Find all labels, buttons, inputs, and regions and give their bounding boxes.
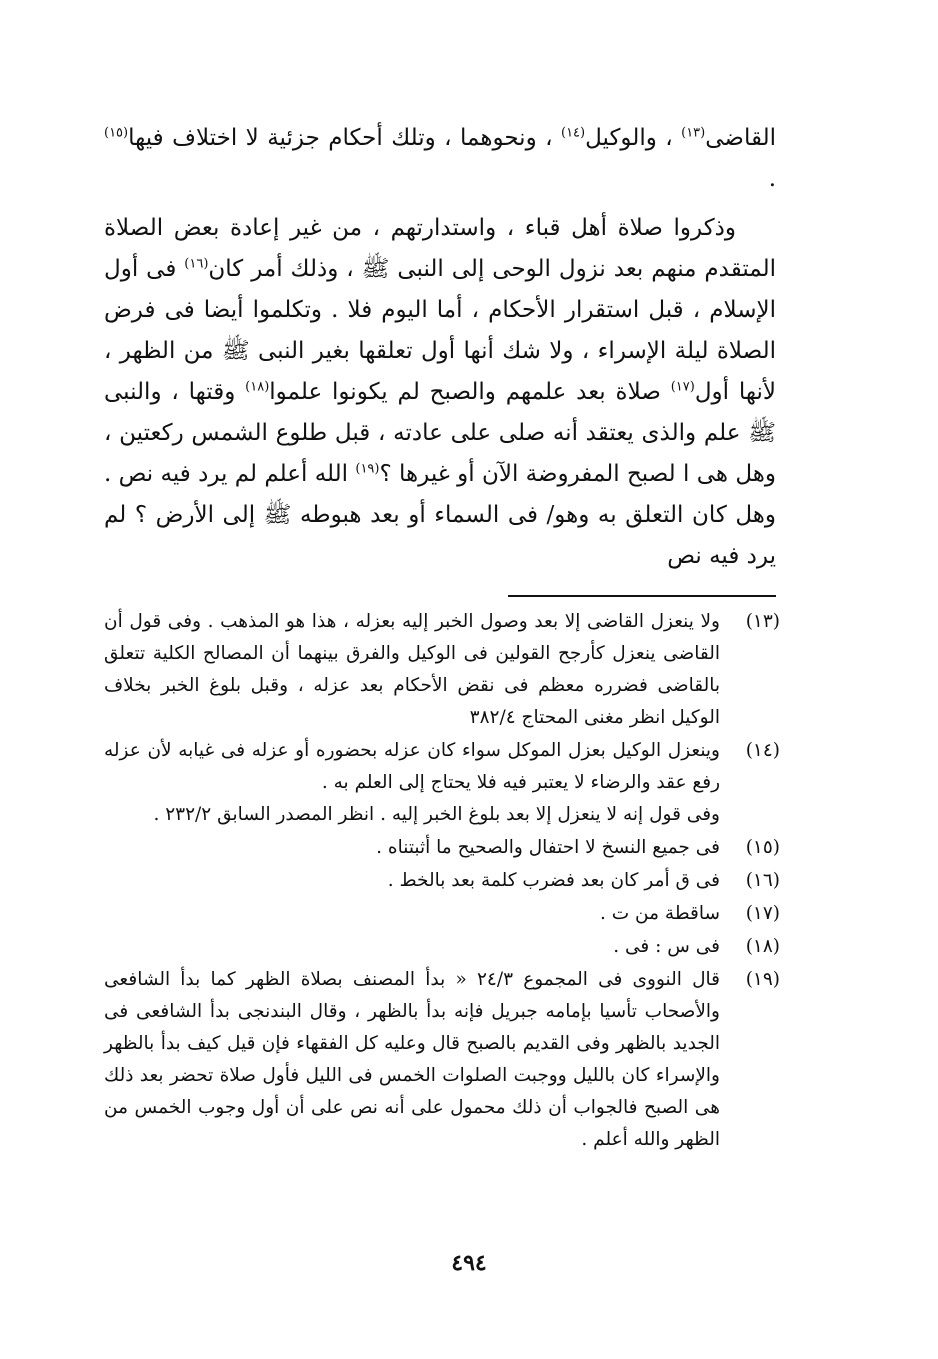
paragraph-1 bbox=[104, 118, 776, 200]
footnote-ref-15[interactable]: (١٥) bbox=[104, 125, 129, 141]
footnote-text-continued: وفى قول إنه لا ينعزل إلا بعد بلوغ الخبر إليه . انظر المصدر السابق ٢٣٢/٢ . bbox=[153, 804, 720, 825]
footnote-16 bbox=[104, 865, 780, 897]
text-run: ، والوكيل bbox=[585, 125, 682, 151]
text-run: ، ونحوهما ، وتلك أحكام جزئية لا اختلاف فيها bbox=[128, 125, 561, 151]
footnote-number: (١٦) bbox=[745, 870, 780, 891]
footnote-number: (١٣) bbox=[745, 611, 780, 632]
footnote-17 bbox=[104, 898, 780, 930]
footnote-15 bbox=[104, 832, 780, 864]
text-run: وقتها ، والنبى ﷺ علم والذى يعتقد أنه صلى على عادته ، قبل طلوع الشمس ركعتين ، وهل هى ا لصبح المفروضة الآن أو غيرها ؟ bbox=[104, 379, 776, 487]
footnote-text: فى جميع النسخ لا احتفال والصحيح ما أثبتناه . bbox=[376, 837, 720, 858]
text-run: القاضى bbox=[705, 125, 776, 151]
footnote-ref-17[interactable]: (١٧) bbox=[670, 379, 695, 395]
footnote-number: (١٥) bbox=[745, 837, 780, 858]
footnote-separator bbox=[508, 595, 776, 597]
footnote-number: (١٤) bbox=[745, 740, 780, 761]
paragraph-2 bbox=[104, 208, 776, 577]
footnote-text: فى ق أمر كان بعد فضرب كلمة بعد بالخط . bbox=[387, 870, 720, 891]
footnote-text: ولا ينعزل القاضى إلا بعد وصول الخبر إليه بعزله ، هذا هو المذهب . وفى قول أن القاضى ينعزل كأرجح القولين فى الوكيل والفرق بينهما أن المصالح الكلية تتعلق بالقاضى فضرره معظم فى نقض الأحكام بعد عزله ، وقبل بلوغ الخبر بخلاف الوكيل انظر مغنى المحتاج ٣٨٢/٤ bbox=[104, 611, 720, 728]
text-run: صلاة بعد علمهم والصبح لم يكونوا علموا bbox=[269, 379, 671, 405]
footnote-text: فى س : فى . bbox=[613, 936, 720, 957]
text-run: فى أول الإسلام ، قبل استقرار الأحكام ، أما اليوم فلا . وتكلموا أيضا فى فرض الصلاة ليلة الإسراء ، ولا شك أنها أول تعلقها بغير النبى ﷺ من الظهر ، لأنها أول bbox=[104, 256, 776, 405]
text-run: الله أعلم لم يرد فيه نص . وهل كان التعلق به وهو/ فى السماء أو بعد هبوطه ﷺ إلى الأرض ؟ لم يرد فيه نص bbox=[104, 461, 776, 569]
footnote-text: قال النووى فى المجموع ٢٤/٣ « بدأ المصنف بصلاة الظهر كما بدأ الشافعى والأصحاب تأسيا بإمامه جبريل فإنه بدأ بالظهر ، وقال البندنجى بدأ الشافعى فى الجديد بالظهر وفى القديم بالصبح قال وعليه كل الفقهاء فإن قيل كيف بدأ بالظهر والإسراء كان بالليل ووجبت الصلوات الخمس فى الليل فأول صلاة تحضر بعد ذلك هى الصبح فالجواب أن ذلك محمول على أنه نص على أن أول وجوب الخمس من الظهر والله أعلم . bbox=[104, 969, 721, 1150]
text-run: . bbox=[768, 166, 776, 192]
footnote-ref-16[interactable]: (١٦) bbox=[184, 256, 209, 272]
footnote-ref-13[interactable]: (١٣) bbox=[681, 125, 706, 141]
footnote-number: (١٧) bbox=[745, 903, 780, 924]
footnote-19 bbox=[104, 964, 780, 1156]
footnote-18 bbox=[104, 931, 780, 963]
footnote-ref-18[interactable]: (١٨) bbox=[245, 379, 270, 395]
footnote-ref-14[interactable]: (١٤) bbox=[561, 125, 586, 141]
page-number: ٤٩٤ bbox=[451, 1250, 487, 1276]
main-text-block bbox=[104, 118, 776, 577]
text-run: وذكروا صلاة أهل قباء ، واستدارتهم ، من غير إعادة بعض الصلاة المتقدم منهم بعد نزول الوحى إلى النبى ﷺ ، وذلك أمر كان bbox=[104, 215, 776, 282]
footnotes-section bbox=[104, 606, 780, 1157]
footnote-13 bbox=[104, 606, 780, 734]
footnote-ref-19[interactable]: (١٩) bbox=[355, 461, 380, 477]
footnote-text: وينعزل الوكيل بعزل الموكل سواء كان عزله بحضوره أو عزله فى غيابه لأن عزله رفع عقد والرضاء لا يعتبر فيه فلا يحتاج إلى العلم به . bbox=[104, 740, 720, 793]
footnote-number: (١٩) bbox=[745, 969, 780, 990]
footnote-number: (١٨) bbox=[745, 936, 780, 957]
footnote-14 bbox=[104, 735, 780, 831]
footnote-text: ساقطة من ت . bbox=[599, 903, 720, 924]
